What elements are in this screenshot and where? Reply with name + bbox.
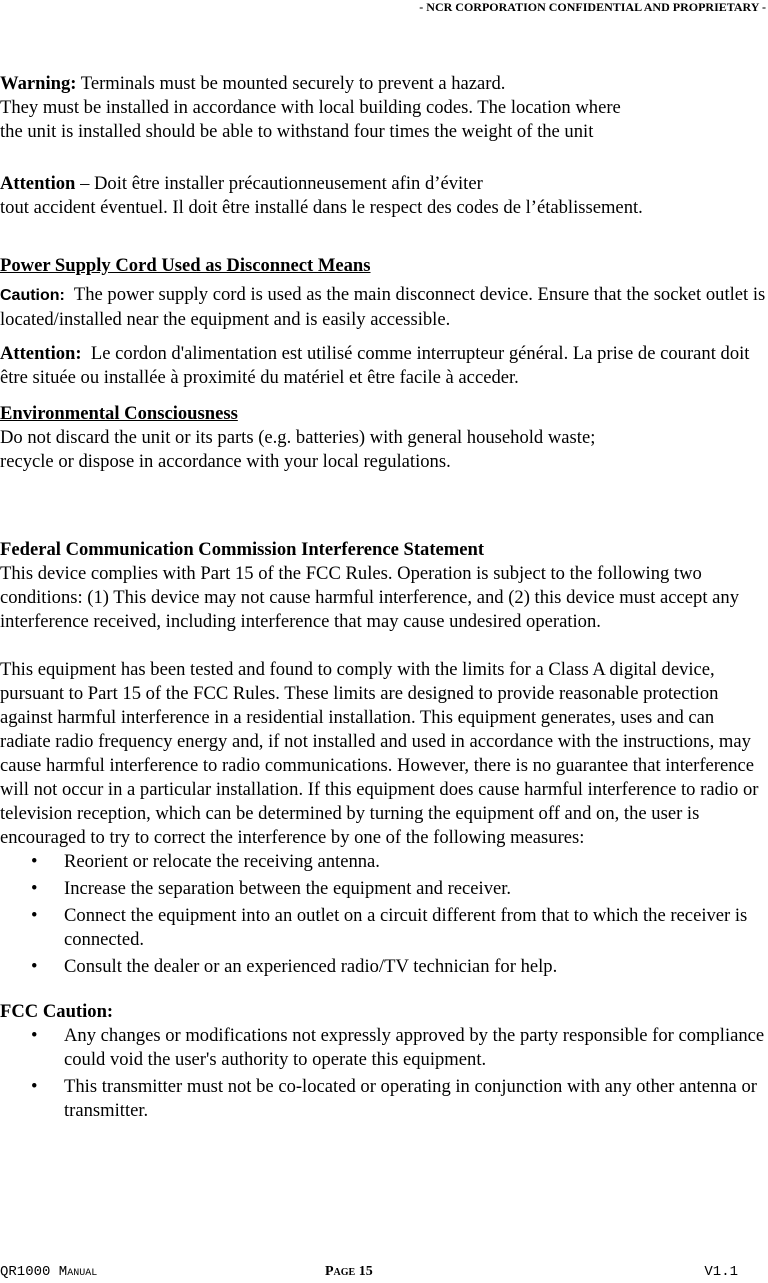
- environment-title: Environmental Consciousness: [0, 403, 238, 424]
- power-caution-text: The power supply cord is used as the main disconnect device. Ensure that the socket outlet is located/installed near the equipment and is easily accessible.: [0, 284, 766, 330]
- environment-section: [0, 402, 768, 474]
- bullet-icon: •: [31, 956, 38, 977]
- list-item: • Reorient or relocate the receiving antenna.: [31, 851, 380, 872]
- attention-line-1: – Doit être installer précautionneusement afin d’éviter: [80, 173, 483, 194]
- attention-label: Attention: [0, 173, 76, 194]
- power-supply-title: Power Supply Cord Used as Disconnect Means: [0, 255, 371, 276]
- footer-version: V1.1: [704, 1264, 738, 1280]
- footer-manual-name: QR1000 Manual: [0, 1264, 98, 1280]
- bullet-icon: •: [31, 1076, 38, 1097]
- power-attention-label: Attention:: [0, 343, 82, 364]
- fcc-section: [0, 538, 768, 1126]
- fcc-paragraph-2: This equipment has been tested and found to comply with the limits for a Class A digital device, pursuant to Part 15 of the FCC Rules. These limits are designed to provide reasonable protection against harmful interference in a residential installation. This equipment generates, uses and can radiate radio frequency energy and, if not installed and used in accordance with the instructions, may cause harmful interference to radio communications. However, there is no guarantee that interference will not occur in a particular installation. If this equipment does cause harmful interference to radio or television reception, which can be determined by turning the equipment off and on, the user is encouraged to try to correct the interference by one of the following measures:: [0, 659, 759, 848]
- bullet-icon: •: [31, 878, 38, 899]
- footer-page-number: Page 15: [325, 1264, 373, 1279]
- environment-line-2: recycle or dispose in accordance with your local regulations.: [0, 451, 451, 472]
- warning-section: [0, 72, 768, 144]
- list-item: • Increase the separation between the equipment and receiver.: [31, 878, 512, 899]
- fcc-title: Federal Communication Commission Interference Statement: [0, 539, 485, 560]
- fcc-measures-list: [0, 850, 768, 979]
- list-item: • This transmitter must not be co-located or operating in conjunction with any other antenna or transmitter.: [31, 1076, 757, 1121]
- fcc-paragraph-1: This device complies with Part 15 of the FCC Rules. Operation is subject to the following two conditions: (1) This device may not cause harmful interference, and (2) this device must accept any interference received, including interference that may cause undesired operation.: [0, 563, 740, 632]
- warning-line-2: They must be installed in accordance with local building codes. The location where: [0, 97, 621, 118]
- confidential-header: - NCR CORPORATION CONFIDENTIAL AND PROPRIETARY -: [419, 0, 766, 14]
- list-item: • Consult the dealer or an experienced radio/TV technician for help.: [31, 956, 558, 977]
- power-attention-text: Le cordon d'alimentation est utilisé comme interrupteur général. La prise de courant doit être située ou installée à proximité du matériel et être facile à acceder.: [0, 343, 750, 388]
- environment-line-1: Do not discard the unit or its parts (e.g. batteries) with general household waste;: [0, 427, 596, 448]
- attention-french-section: [0, 172, 768, 220]
- power-caution-label: Caution:: [0, 287, 65, 304]
- bullet-icon: •: [31, 905, 38, 926]
- power-supply-section: [0, 254, 768, 390]
- warning-line-1: Terminals must be mounted securely to prevent a hazard.: [80, 73, 506, 94]
- warning-line-3: the unit is installed should be able to withstand four times the weight of the unit: [0, 121, 594, 142]
- warning-label: Warning:: [0, 73, 77, 94]
- fcc-cautions-list: [0, 1024, 768, 1123]
- fcc-caution-title: FCC Caution:: [0, 1001, 114, 1022]
- list-item: • Any changes or modifications not expressly approved by the party responsible for compliance could void the user's authority to operate this equipment.: [31, 1025, 765, 1070]
- bullet-icon: •: [31, 1025, 38, 1046]
- attention-line-2: tout accident éventuel. Il doit être installé dans le respect des codes de l’établissement.: [0, 197, 643, 218]
- bullet-icon: •: [31, 851, 38, 872]
- list-item: • Connect the equipment into an outlet on a circuit different from that to which the receiver is connected.: [31, 905, 748, 950]
